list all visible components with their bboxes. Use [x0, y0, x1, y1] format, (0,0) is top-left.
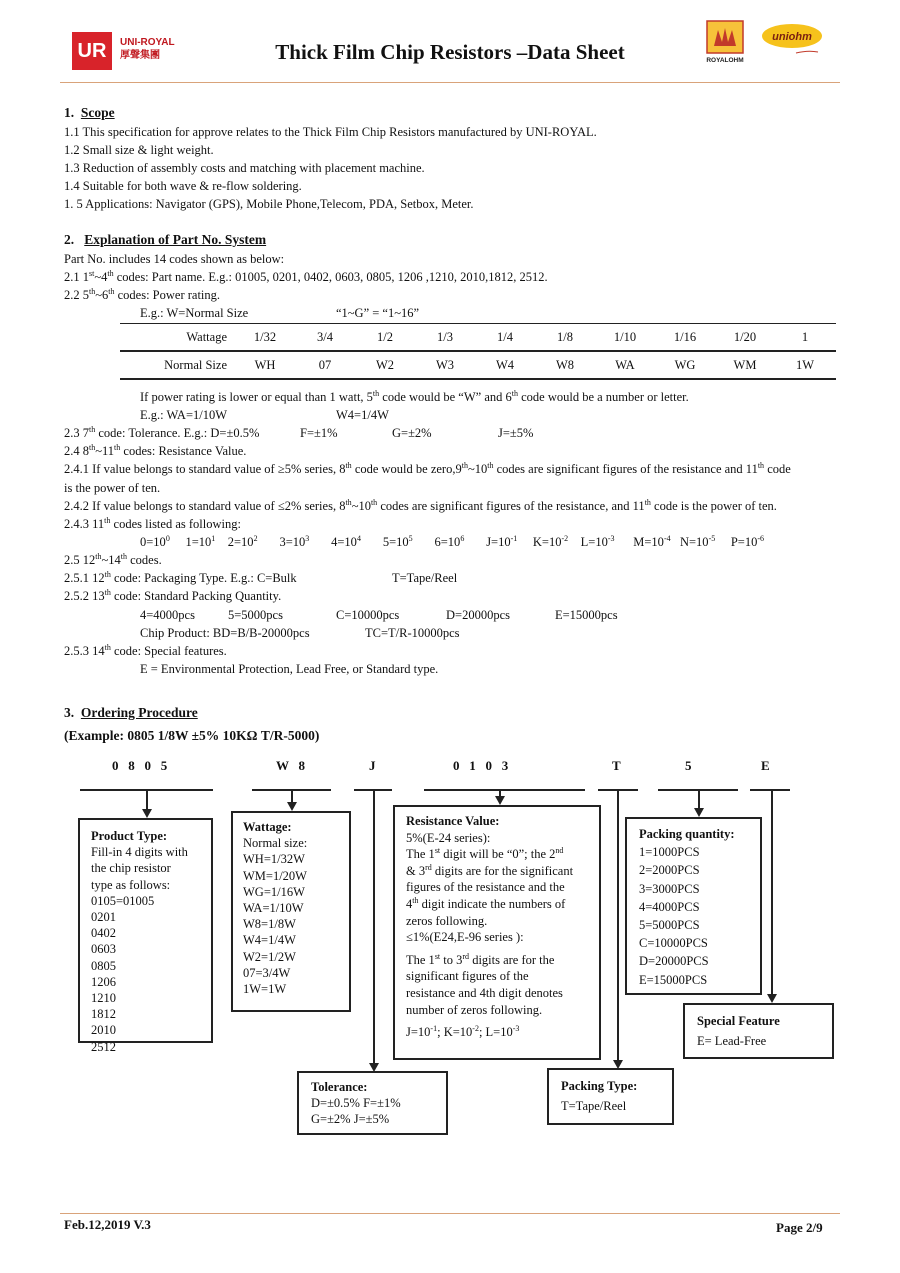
code-packing-qty: 5: [685, 758, 692, 773]
arrow-head: [767, 994, 777, 1003]
power-item: $M=10^{-4}$: [633, 533, 671, 549]
box-line: E=15000PCS: [639, 972, 708, 987]
connector-line: [617, 791, 619, 1060]
code-resistance: 0 1 0 3: [453, 758, 509, 773]
table-header-cell: Wattage: [186, 329, 227, 344]
box-line: 1W=1W: [243, 982, 287, 997]
box-line: number of zeros following.: [406, 1002, 543, 1017]
code-underline: [750, 789, 790, 791]
packing-type-box: [547, 1068, 674, 1125]
packing-quantity-box: [625, 817, 762, 995]
arrow-head: [287, 802, 297, 811]
qty-item: D=20000pcs: [446, 608, 510, 622]
uniohm-logo: [760, 22, 824, 58]
box-line: W4=1/4W: [243, 933, 296, 948]
power-rating-line: 2.2 5th~6th codes: Power rating.: [64, 286, 221, 302]
connector-line: [373, 791, 375, 1063]
section-title: Ordering Procedure: [80, 705, 198, 720]
box-line: D=±0.5% F=±1%: [311, 1096, 401, 1110]
box-line: C=10000PCS: [639, 936, 708, 951]
box-line: T=Tape/Reel: [561, 1099, 627, 1113]
table-row: [120, 352, 836, 378]
box-line: E= Lead-Free: [697, 1034, 767, 1048]
connector-line: [291, 791, 293, 802]
qty-item: 4=4000pcs: [140, 608, 195, 622]
uniohm-text: uniohm: [772, 31, 812, 43]
code-packing-type: T: [612, 758, 621, 773]
code-special: E: [761, 758, 770, 773]
box-line: 1812: [91, 1007, 116, 1022]
qty-item: E=15000pcs: [555, 608, 618, 622]
power-of-ten-list: [140, 533, 764, 551]
box-line: figures of the resistance and the: [406, 880, 565, 895]
wattage-table: [120, 323, 836, 380]
table-cell: 1W: [795, 357, 815, 372]
ordering-example: (Example: 0805 1/8W ±5% 10KΩ T/R-5000): [64, 728, 320, 743]
code-wattage: W 8: [276, 758, 306, 773]
table-cell: WA: [615, 357, 635, 372]
box-line: WA=1/10W: [243, 901, 304, 916]
royalohm-logo: [706, 20, 744, 64]
box-line: zeros following.: [406, 913, 488, 928]
power-item: $2=10^2$: [227, 533, 258, 549]
codes-12-14-line: 2.5 12th~14th codes.: [64, 551, 162, 567]
connector-line: [146, 791, 148, 809]
code-tolerance: J: [369, 758, 376, 773]
box-line: 1210: [91, 991, 116, 1006]
box-line: significant figures of the: [406, 969, 529, 984]
table-cell: 07: [318, 357, 332, 372]
page-title: Thick Film Chip Resistors –Data Sheet: [275, 40, 625, 64]
scope-line: 1.3 Reduction of assembly costs and matching with placement machine.: [64, 161, 425, 175]
box-line: W2=1/2W: [243, 949, 296, 964]
power-item: $K=10^{-2}$: [532, 533, 569, 549]
box-line: WH=1/32W: [243, 852, 305, 867]
box-line: WM=1/20W: [243, 868, 307, 883]
eg-normal-size: E.g.: W=Normal Size: [140, 306, 249, 320]
footer-divider: [60, 1213, 840, 1214]
scope-line: 1. 5 Applications: Navigator (GPS), Mobile Phone,Telecom, PDA, Setbox, Meter.: [64, 197, 474, 211]
table-cell: W4: [495, 357, 515, 372]
arrow-head: [694, 808, 704, 817]
chip-product-tc: TC=T/R-10000pcs: [365, 626, 460, 640]
box-line: G=±2% J=±5%: [311, 1112, 390, 1126]
box-line: 0201: [91, 910, 116, 925]
special-feature-box: [683, 1003, 834, 1059]
box-title: Wattage:: [243, 820, 292, 834]
qty-item: 5=5000pcs: [228, 608, 283, 622]
box-line: W8=1/8W: [243, 917, 296, 932]
header-divider: [60, 82, 840, 83]
power-item: $P=10^{-6}$: [730, 533, 765, 549]
table-header-cell: Normal Size: [164, 357, 227, 372]
tolerance-line: 2.3 7th code: Tolerance. E.g.: D=±0.5%: [64, 424, 260, 440]
power-item: $5=10^5$: [382, 533, 413, 549]
box-line: 0603: [91, 942, 116, 957]
eg-wa: E.g.: WA=1/10W: [140, 408, 228, 422]
box-line: 4th digit indicate the numbers of: [406, 895, 566, 911]
power-rating-note: If power rating is lower or equal than 1 watt, 5th code would be “W” and 6th code would be a number or letter.: [140, 388, 689, 404]
box-line: 2010: [91, 1023, 116, 1038]
table-cell: 1/8: [557, 329, 573, 344]
section-title: Explanation of Part No. System: [84, 232, 267, 247]
box-line: the chip resistor: [91, 861, 171, 876]
power-item: $3=10^3$: [279, 533, 310, 549]
power-item: $1=10^1$: [185, 533, 216, 549]
box-title: Product Type:: [91, 829, 168, 843]
scope-line: 1.4 Suitable for both wave & re-flow soldering.: [64, 179, 302, 193]
box-line: 3=3000PCS: [639, 881, 700, 896]
table-cell: 1/4: [497, 329, 513, 344]
box-line: 5=5000PCS: [639, 918, 700, 933]
box-line: The 1st to 3rd digits are for the: [406, 951, 555, 967]
eg-range: “1~G” = “1~16”: [336, 306, 420, 320]
box-title: Special Feature: [697, 1014, 780, 1028]
resistance-value-box: [393, 805, 601, 1060]
table-cell: 1/16: [673, 329, 697, 344]
table-cell: WH: [254, 357, 276, 372]
box-title: Resistance Value:: [406, 814, 500, 828]
box-line: 5%(E-24 series):: [406, 830, 491, 845]
resistance-value-line: 2.4 8th~11th codes: Resistance Value.: [64, 442, 247, 458]
packing-qty-line: 2.5.2 13th code: Standard Packing Quantity.: [64, 587, 282, 603]
table-cell: 1/2: [377, 329, 393, 344]
table-cell: 1/32: [253, 329, 277, 344]
box-line: 4=4000PCS: [639, 899, 700, 914]
box-line: 0105=01005: [91, 893, 155, 908]
product-type-box: [78, 818, 213, 1054]
box-line: The 1st digit will be “0”; the 2nd: [406, 846, 564, 862]
table-cell: 1: [801, 329, 809, 344]
royalohm-text: ROYALOHM: [706, 57, 744, 64]
section-1-heading: [64, 105, 115, 121]
box-title: Packing Type:: [561, 1079, 638, 1093]
part-name-line: 2.1 1st~4th codes: Part name. E.g.: 01005, 0201, 0402, 0603, 0805, 1206 ,1210, 2010,1812, 2512.: [64, 268, 548, 284]
table-cell: WG: [674, 357, 696, 372]
box-line: Fill-in 4 digits with: [91, 845, 188, 860]
chip-product: Chip Product: BD=B/B-20000pcs: [140, 626, 310, 640]
power-item: $6=10^6$: [434, 533, 465, 549]
part-no-intro: Part No. includes 14 codes shown as below:: [64, 252, 285, 266]
section-3-heading: [64, 705, 198, 721]
box-line: ≤1%(E24,E-96 series ):: [406, 930, 524, 945]
arrow-head: [495, 796, 505, 805]
rule-241: 2.4.1 If value belongs to standard value of ≥5% series, 8th code would be zero,9th~10th codes are significant figures of the resistance and 11th code: [64, 460, 791, 476]
scope-list: [64, 123, 597, 213]
table-cell: W8: [555, 357, 575, 372]
box-line: 1206: [91, 974, 116, 989]
box-line: 2=2000PCS: [639, 863, 700, 878]
section-title: Scope: [80, 105, 115, 120]
power-item: $L=10^{-3}$: [580, 533, 615, 549]
table-cell: W3: [435, 357, 455, 372]
tolerance-f: F=±1%: [300, 426, 338, 440]
connector-line: [698, 791, 700, 808]
packaging-type-t: T=Tape/Reel: [392, 571, 458, 585]
power-item: $4=10^4$: [331, 533, 361, 549]
table-cell: 3/4: [317, 329, 333, 344]
table-cell: 1/3: [437, 329, 453, 344]
tolerance-g: G=±2%: [392, 426, 432, 440]
power-item: $J=10^{-1}$: [486, 533, 518, 549]
section-number: 2.: [64, 232, 75, 247]
box-line: 07=3/4W: [243, 965, 291, 980]
table-cell: WM: [733, 357, 757, 372]
box-line: & 3rd digits are for the significant: [406, 862, 574, 878]
tolerance-j: J=±5%: [498, 426, 534, 440]
connector-line: [771, 791, 773, 994]
box-line: 1=1000PCS: [639, 845, 700, 860]
box-line: D=20000PCS: [639, 954, 709, 969]
packaging-type-line: 2.5.1 12th code: Packaging Type. E.g.: C=Bulk: [64, 569, 297, 585]
scope-line: 1.1 This specification for approve relates to the Thick Film Chip Resistors manufactured by UNI-ROYAL.: [64, 125, 597, 139]
special-features-line: 2.5.3 14th code: Special features.: [64, 642, 227, 658]
scope-line: 1.2 Small size & light weight.: [64, 143, 214, 157]
code-underline: [424, 789, 585, 791]
box-line: type as follows:: [91, 877, 171, 892]
footer-page-number: Page 2/9: [776, 1220, 823, 1235]
logo-text: UNI-ROYAL: [120, 37, 175, 48]
section-number: 1.: [64, 105, 75, 120]
footer-date-version: Feb.12,2019 V.3: [64, 1217, 151, 1232]
box-line: WG=1/16W: [243, 884, 305, 899]
rule-241-cont: is the power of ten.: [64, 481, 161, 495]
box-title: Packing quantity:: [639, 827, 735, 841]
box-line: Normal size:: [243, 836, 308, 851]
box-line: 2512: [91, 1039, 116, 1054]
box-line: resistance and 4th digit denotes: [406, 985, 563, 1000]
section-number: 3.: [64, 705, 75, 720]
table-cell: 1/10: [613, 329, 637, 344]
eg-w4: W4=1/4W: [336, 408, 389, 422]
qty-item: C=10000pcs: [336, 608, 400, 622]
rule-243: 2.4.3 11th codes listed as following:: [64, 515, 241, 531]
rule-242: 2.4.2 If value belongs to standard value of ≤2% series, 8th~10th codes are significant figures of the resistance, and 11th code is the power of ten.: [64, 497, 777, 513]
box-line: 0805: [91, 958, 116, 973]
table-cell: 1/20: [733, 329, 757, 344]
power-item: $N=10^{-5}$: [679, 533, 716, 549]
table-cell: W2: [375, 357, 395, 372]
box-line: 0402: [91, 926, 116, 941]
wattage-box: [231, 811, 351, 1012]
logo-subtext: 厚聲集團: [120, 50, 160, 61]
box-title: Tolerance:: [311, 1080, 368, 1094]
section-2-heading: [64, 232, 266, 248]
tolerance-box: [297, 1071, 448, 1135]
arrow-head: [142, 809, 152, 818]
table-row: [120, 324, 836, 352]
special-features-desc: E = Environmental Protection, Lead Free, or Standard type.: [140, 662, 439, 676]
box-line: $J=10^{-1}$; $K=10^{-2}$; $L=10^{-3}$: [406, 1023, 520, 1040]
uni-royal-ur-logo: UR: [72, 32, 112, 70]
code-part-name: 0 8 0 5: [112, 758, 168, 773]
power-item: $0=10^0$: [140, 533, 170, 549]
